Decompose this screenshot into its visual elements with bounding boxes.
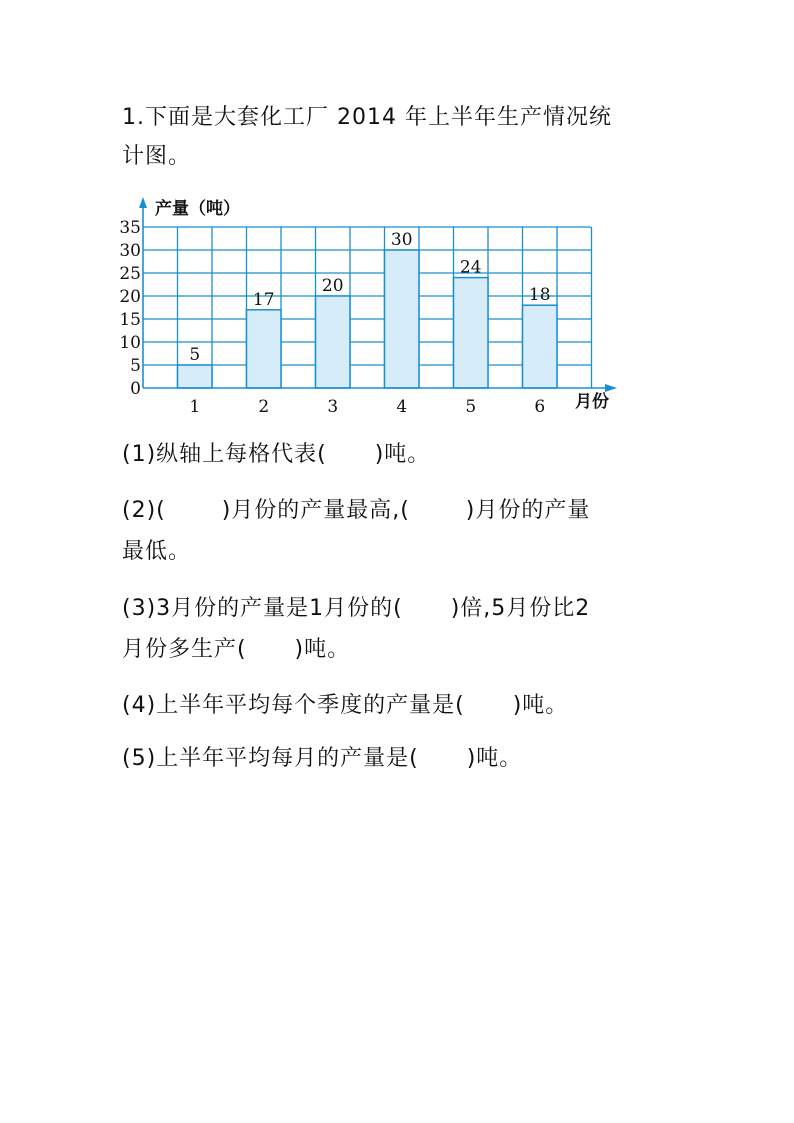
question-2-line1: (2)( )月份的产量最高,( )月份的产量 — [122, 498, 591, 523]
question-3-line2: 月份多生产( )吨。 — [122, 637, 351, 662]
y-tick-label: 5 — [130, 356, 141, 376]
y-tick-label: 20 — [119, 287, 141, 307]
bar — [247, 310, 282, 388]
y-tick-label: 10 — [119, 333, 141, 353]
problem-title-line2: 计图。 — [122, 144, 192, 169]
bar-value-label: 5 — [189, 345, 201, 365]
bar-value-label: 20 — [321, 276, 344, 296]
y-axis-arrow — [139, 197, 147, 208]
bar-value-label: 30 — [390, 230, 413, 250]
x-tick-label: 6 — [534, 397, 546, 417]
problem-title-line1: 1.下面是大套化工厂 2014 年上半年生产情况统 — [122, 105, 612, 130]
question-2-line2: 最低。 — [122, 539, 192, 564]
x-tick-label: 3 — [327, 397, 339, 417]
x-axis-title: 月份 — [575, 392, 609, 412]
question-3-line1: (3)3月份的产量是1月份的( )倍,5月份比2 — [122, 596, 591, 621]
bar — [316, 296, 351, 388]
x-tick-label: 5 — [465, 397, 477, 417]
y-tick-label: 0 — [130, 379, 141, 399]
x-axis-arrow — [605, 384, 617, 392]
bar-value-label: 24 — [459, 257, 482, 278]
y-tick-label: 35 — [119, 218, 141, 238]
bar — [385, 250, 420, 388]
question-5: (5)上半年平均每月的产量是( )吨。 — [122, 746, 523, 771]
bar — [178, 365, 213, 388]
y-tick-label: 15 — [119, 310, 141, 330]
question-4: (4)上半年平均每个季度的产量是( )吨。 — [122, 693, 569, 718]
x-tick-label: 1 — [189, 397, 201, 417]
bar-value-label: 17 — [252, 289, 275, 310]
bar-chart — [110, 192, 630, 420]
y-tick-label: 25 — [119, 264, 141, 284]
bar — [454, 278, 489, 388]
bar-value-label: 18 — [528, 285, 551, 306]
y-tick-label: 30 — [119, 241, 141, 261]
y-axis-title: 产量（吨） — [155, 199, 240, 219]
bar — [523, 305, 558, 388]
x-tick-label: 4 — [396, 397, 408, 417]
question-1: (1)纵轴上每格代表( )吨。 — [122, 442, 431, 467]
x-tick-label: 2 — [258, 397, 270, 417]
